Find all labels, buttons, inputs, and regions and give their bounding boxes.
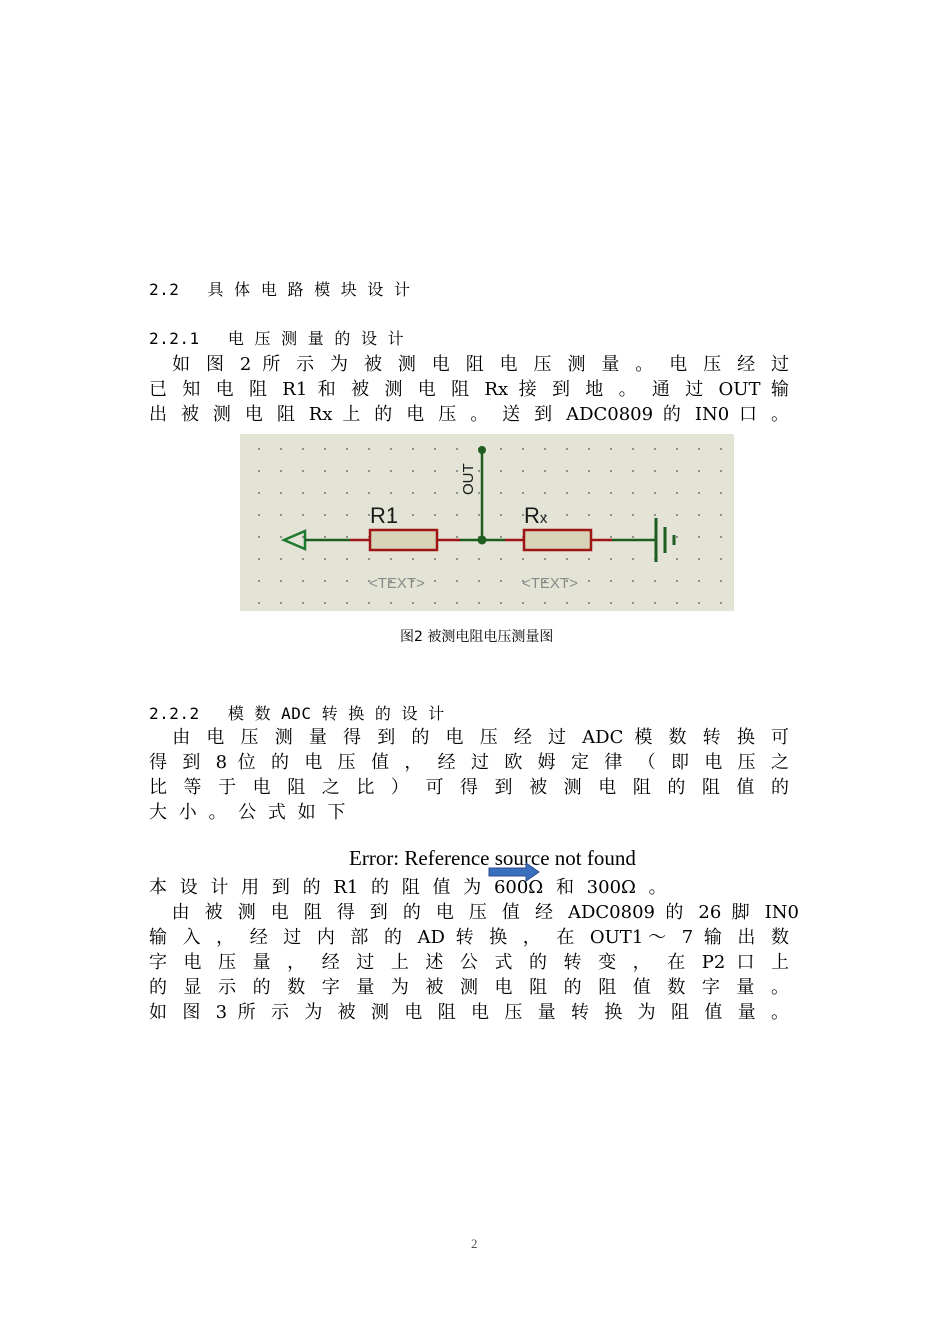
paragraph-line: 由 被 测 电 阻 得 到 的 电 压 值 经 ADC0809 的 26 脚 IN0 [149, 902, 799, 923]
paragraph-line: 本 设 计 用 到 的 R1 的 阻 值 为 600Ω 和 300Ω 。 [149, 877, 667, 898]
paragraph-line: 输 入 ， 经 过 内 部 的 AD 转 换 ， 在 OUT1～ 7 输 出 数 [149, 927, 789, 948]
paragraph-line: 字 电 压 量 ， 经 过 上 述 公 式 的 转 变 ， 在 P2 口 上 [149, 952, 789, 973]
paragraph-line: 如 图 3 所 示 为 被 测 电 阻 电 压 量 转 换 为 阻 值 量 。 [149, 1002, 789, 1023]
circuit-diagram [240, 434, 734, 611]
r1-text-placeholder: <TEXT> [369, 575, 425, 592]
rx-label-sub: x [539, 510, 548, 527]
resistor-r1 [370, 530, 437, 550]
section-heading-2-2-2 [149, 701, 445, 724]
paragraph-line: 的 显 示 的 数 字 量 为 被 测 电 阻 的 阻 值 数 字 量 。 [149, 977, 789, 998]
section-title: 电 压 测 量 的 设 计 [227, 329, 405, 348]
grid-background [240, 434, 734, 611]
section-title: 具 体 电 路 模 块 设 计 [207, 280, 411, 299]
section-heading-2-2-1 [149, 326, 404, 349]
section-number: 2.2 [149, 280, 180, 299]
rx-label-main: R [524, 503, 540, 528]
resistor-rx [524, 530, 591, 550]
section-number: 2.2.1 [149, 329, 200, 348]
paragraph-line: 大 小 。 公 式 如 下 [149, 802, 346, 823]
paragraph-line: 得 到 8 位 的 电 压 值 ， 经 过 欧 姆 定 律 （ 即 电 压 之 [149, 752, 789, 773]
rx-text-placeholder: <TEXT> [522, 575, 578, 592]
paragraph-line: 出 被 测 电 阻 Rx 上 的 电 压 。 送 到 ADC0809 的 IN0 口 。 [149, 404, 789, 425]
paragraph-line: 比 等 于 电 阻 之 比 ） 可 得 到 被 测 电 阻 的 阻 值 的 [149, 777, 789, 798]
figure-caption: 图2 被测电阻电压测量图 [400, 629, 554, 645]
paragraph-line: 已 知 电 阻 R1 和 被 测 电 阻 Rx 接 到 地 。 通 过 OUT 输 [149, 379, 789, 400]
page-number: 2 [471, 1236, 478, 1251]
out-probe-node [478, 446, 486, 454]
circuit-schematic [240, 434, 734, 611]
section-number: 2.2.2 [149, 704, 200, 723]
paragraph-line: 由 电 压 测 量 得 到 的 电 压 经 过 ADC 模 数 转 换 可 [149, 727, 789, 748]
section-heading-2-2 [149, 277, 410, 300]
section-title: 模 数 ADC 转 换 的 设 计 [227, 704, 445, 723]
r1-label: R1 [370, 503, 399, 528]
out-label: OUT [460, 463, 477, 495]
error-reference-text: Error: Reference source not found [349, 846, 636, 870]
paragraph-line: 如 图 2 所 示 为 被 测 电 阻 电 压 测 量 。 电 压 经 过 [149, 354, 789, 375]
